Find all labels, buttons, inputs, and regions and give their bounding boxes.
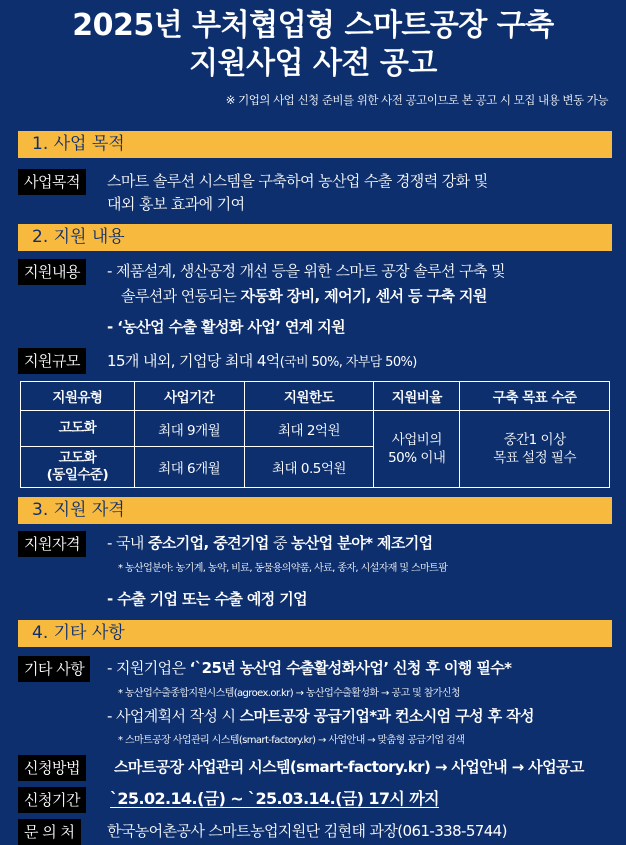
content-line-2 [121,284,487,308]
goal-line-2: 목표 설정 필수 [493,450,577,466]
tag-eligibility: 지원자격 [18,531,86,557]
eligibility-note: * 농산업분야: 농기계, 농약, 비료, 동물용의약품, 사료, 종자, 시설자재 및 스마트팜 [118,563,448,574]
table-cell-type [21,447,135,488]
ratio-line-2: 50% 이내 [388,450,446,466]
scale-ratio: (국비 50%, 자부담 50%) [279,355,417,370]
tag-period: 신청기간 [18,787,86,813]
tag-purpose: 사업목적 [18,169,86,195]
table-cell-limit: 최대 2억원 [244,411,374,447]
section-2-header: 2. 지원 내용 [18,224,612,251]
table-header: 지원한도 [244,382,374,411]
section-4-header: 4. 기타 사항 [18,620,612,647]
tag-contact: 문 의 처 [18,819,81,845]
title-line-1: 2025년 부처협업형 스마트공장 구축 [72,8,554,43]
elig-bold-1: 중소기업, 중견기업 [147,534,269,552]
etc-2-prefix: - 사업계획서 작성 시 [107,707,240,725]
period-text: `25.02.14.(금) ~ `25.03.14.(금) 17시 까지 [110,789,439,808]
tag-content: 지원내용 [18,259,86,285]
content-line-2-bold: 자동화 장비, 제어기, 센서 등 구축 지원 [240,287,487,305]
support-table [20,381,610,488]
table-cell-period: 최대 6개월 [134,447,244,488]
etc-1-prefix: - 지원기업은 [107,659,190,677]
table-header: 지원유형 [21,382,135,411]
tag-apply: 신청방법 [18,755,86,781]
eligibility-line-1 [107,531,433,555]
contact-text: 한국농어촌공사 스마트농업지원단 김현태 과장(061-338-5744) [107,822,507,840]
table-cell-period: 최대 9개월 [134,411,244,447]
table-header: 지원비율 [374,382,460,411]
title-line-2: 지원사업 사전 공고 [189,46,437,82]
etc-1-bold: ‘`25년 농산업 수출활성화사업’ 신청 후 이행 필수* [189,659,512,677]
table-header: 사업기간 [134,382,244,411]
table-header: 구축 목표 수준 [460,382,610,411]
type-line-2: (동일수준) [46,467,109,483]
ratio-line-1: 사업비의 [391,432,442,448]
eligibility-line-2: - 수출 기업 또는 수출 예정 기업 [107,590,308,608]
content-line-1: - 제품설계, 생산공정 개선 등을 위한 스마트 공장 솔루션 구축 및 [107,262,505,280]
table-cell-ratio [374,411,460,488]
table-row [21,411,610,447]
etc-line-1 [107,656,511,680]
goal-line-1: 중간1 이상 [503,432,566,448]
table-header-row [21,382,610,411]
type-line-1: 고도화 [58,450,97,466]
etc-note-1: * 농산업수출종합지원시스템(agroex.or.kr) → 농산업수출활성화 → 공고 및 참가신청 [118,688,460,699]
tag-etc: 기타 사항 [18,656,90,682]
scale-text [107,349,417,375]
scale-main: 15개 내외, 기업당 최대 4억 [107,352,280,370]
page-title [0,0,626,84]
tag-scale: 지원규모 [18,348,86,374]
table-cell-type: 고도화 [21,411,135,447]
elig-mid: 중 [268,534,292,552]
etc-2-bold: 스마트공장 공급기업*과 컨소시엄 구성 후 작성 [239,707,534,725]
section-3-header: 3. 지원 자격 [18,497,612,524]
etc-line-2 [107,704,534,728]
elig-bold-2: 농산업 분야* 제조기업 [291,534,433,552]
table-cell-limit: 최대 0.5억원 [244,447,374,488]
content-line-2-prefix: 솔루션과 연동되는 [121,287,241,305]
purpose-line-1: 스마트 솔루션 시스템을 구축하여 농산업 수출 경쟁력 강화 및 [107,172,488,190]
section-1-header: 1. 사업 목적 [18,131,612,158]
table-cell-goal [460,411,610,488]
elig-prefix: - 국내 [107,534,148,552]
purpose-line-2: 대외 홍보 효과에 기여 [107,195,245,213]
notice-text: ※ 기업의 사업 신청 준비를 위한 사전 공고이므로 본 공고 시 모집 내용 변동 가능 [225,92,608,107]
apply-text: 스마트공장 사업관리 시스템(smart-factory.kr) → 사업안내 → 사업공고 [114,758,584,776]
content-line-3: - ‘농산업 수출 활성화 사업’ 연계 지원 [107,318,346,336]
etc-note-2: * 스마트공장 사업관리 시스템(smart-factory.kr) → 사업안내 → 맞춤형 공급기업 검색 [118,735,465,746]
